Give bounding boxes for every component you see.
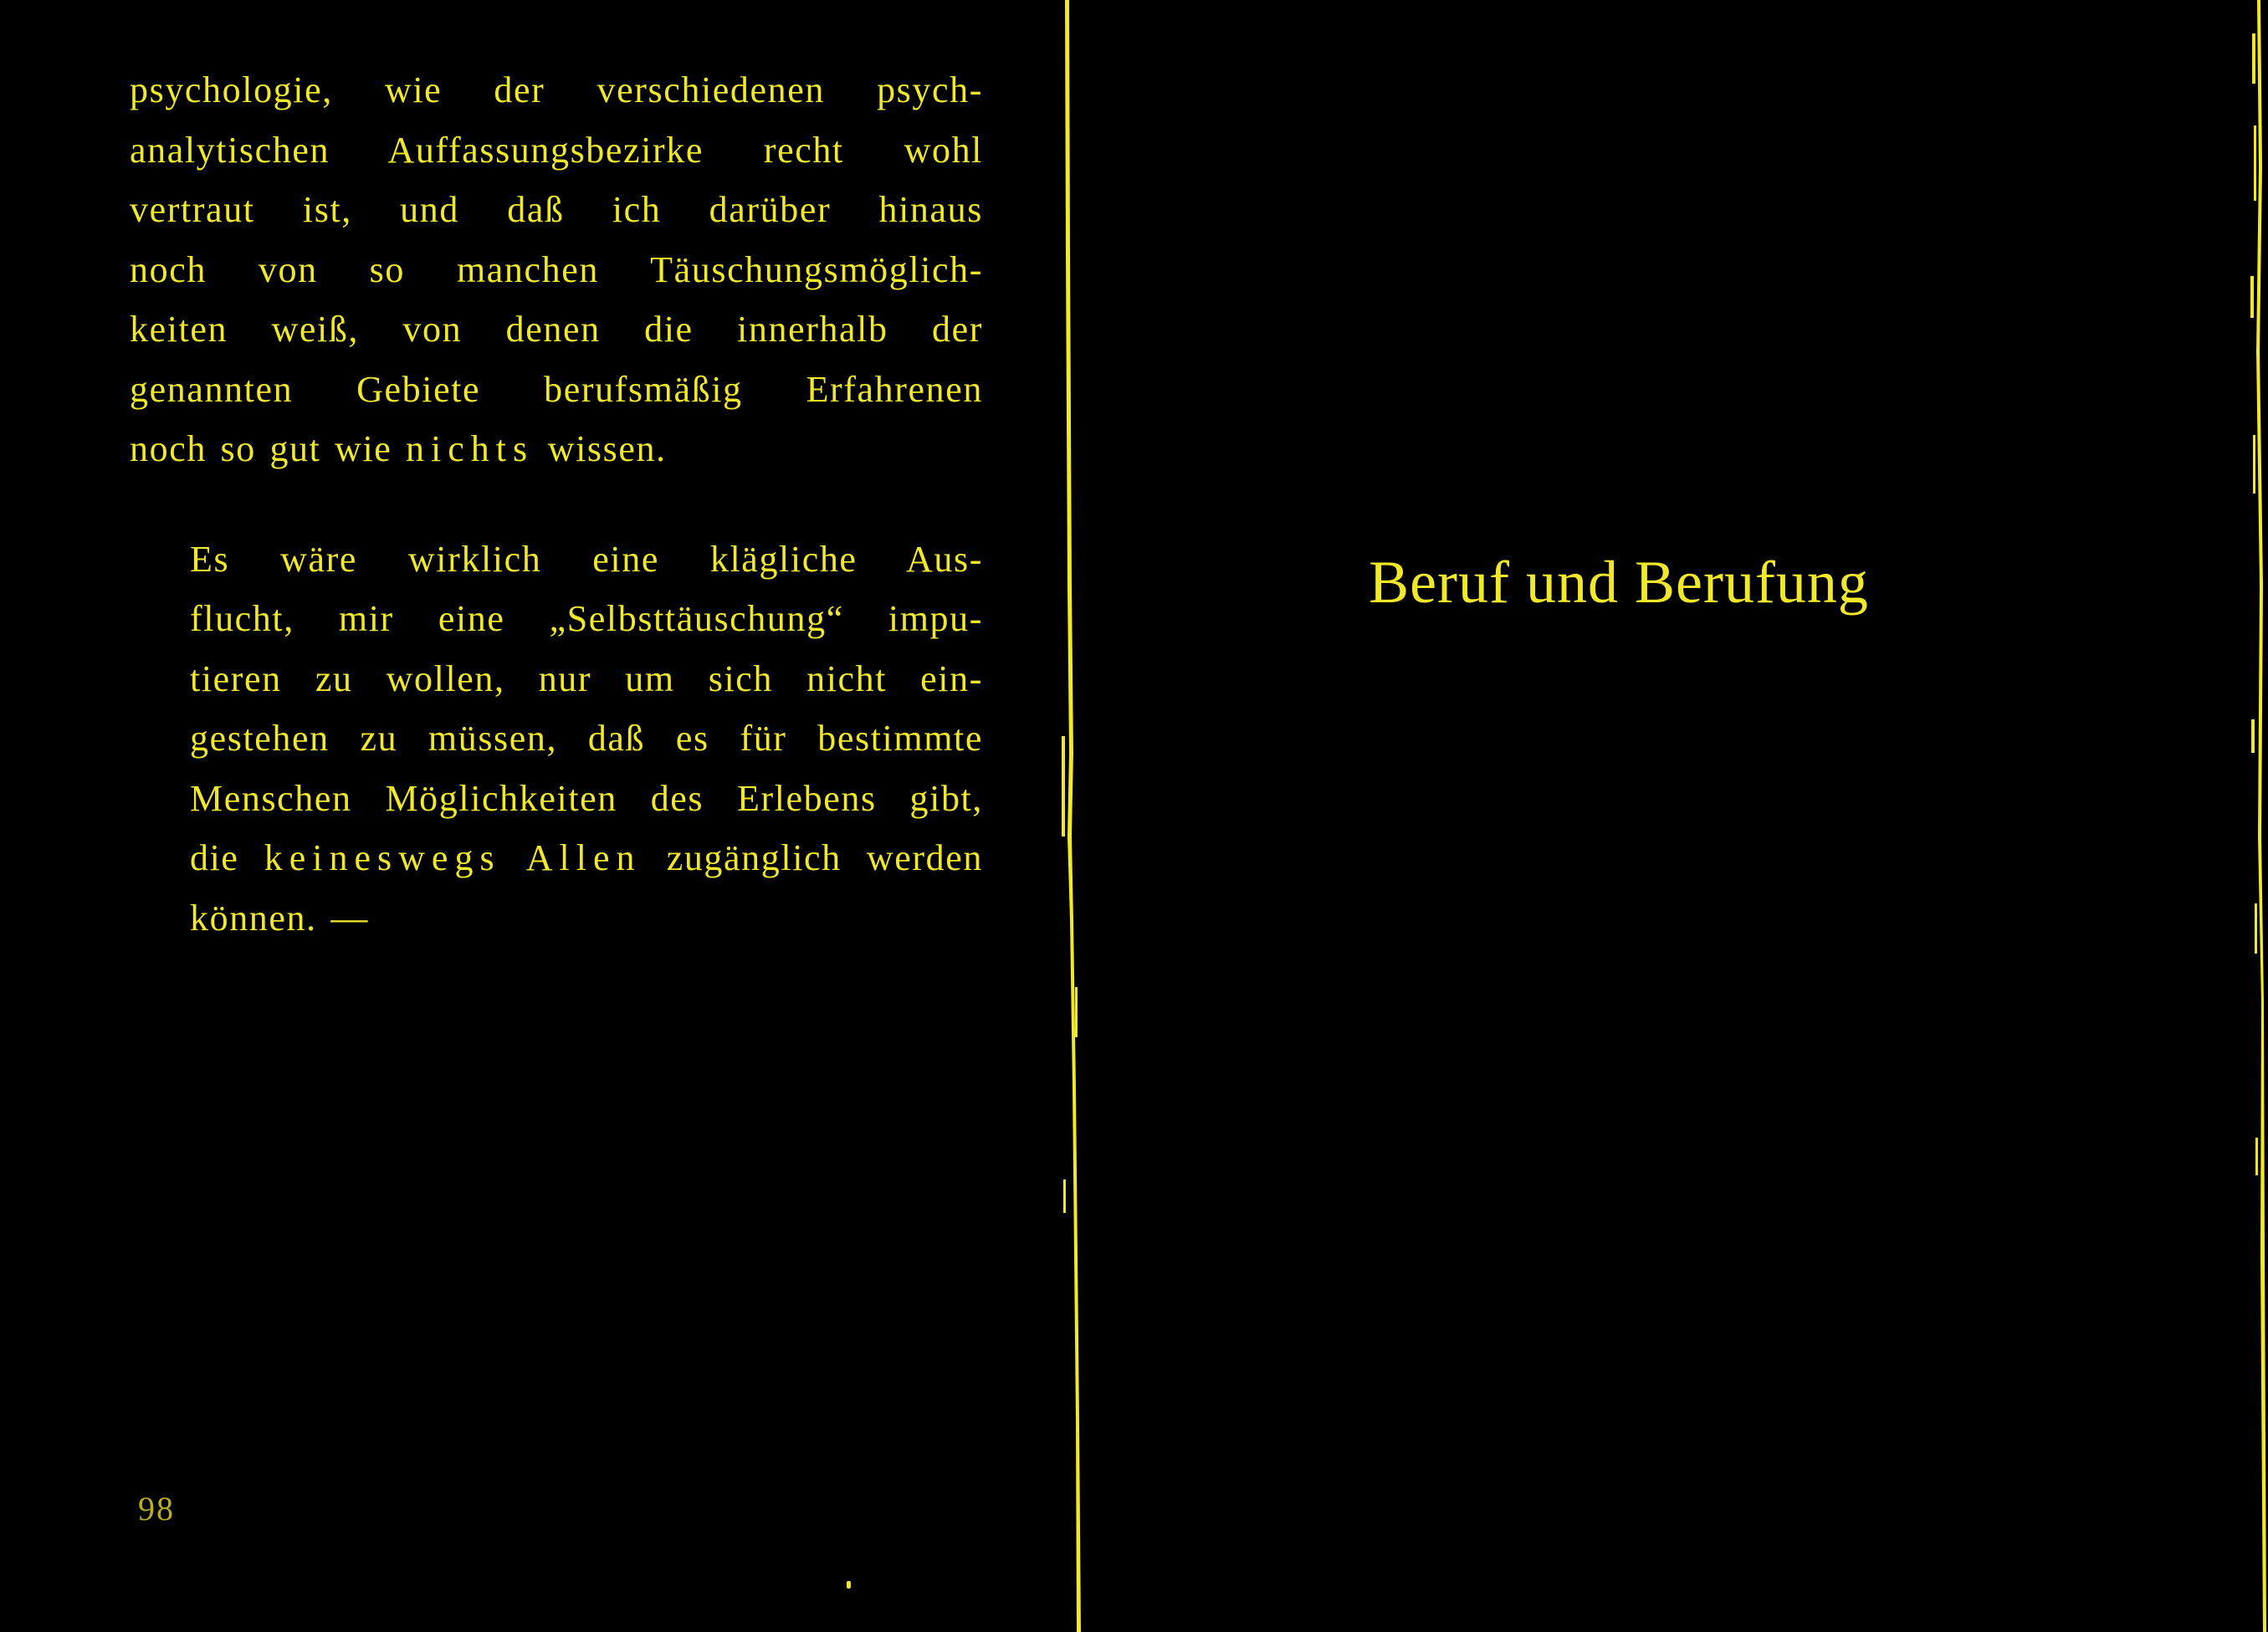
paragraph [130, 60, 983, 479]
text-run: zugänglich werden [641, 837, 984, 878]
text-line [130, 60, 983, 120]
chapter-title: Beruf und Berufung [1369, 549, 1869, 616]
ink-speck [847, 1581, 851, 1589]
text-run: tieren zu wollen, nur um sich nicht ein- [190, 657, 983, 699]
left-page [0, 0, 1062, 1632]
text-line [130, 419, 983, 479]
text-line [130, 299, 983, 360]
text-run: Menschen Möglichkeiten des Erlebens gibt, [190, 777, 983, 819]
text-run: noch von so manchen Täuschungsmöglich- [130, 248, 983, 290]
emphasized-word: Allen [525, 837, 642, 878]
text-line [130, 649, 983, 709]
text-line [130, 180, 983, 240]
text-line [130, 709, 983, 769]
emphasized-word: nichts [406, 428, 535, 469]
text-run: vertraut ist, und daß ich darüber hinaus [130, 189, 983, 230]
page-edge [2242, 0, 2268, 1632]
page-number: 98 [138, 1490, 175, 1527]
text-run: gestehen zu müssen, daß es für bestimmte [190, 718, 983, 759]
page-edge-line [2242, 0, 2268, 1632]
paragraph [130, 530, 983, 949]
text-run: analytischen Auffassungsbezirke recht wohl [130, 129, 983, 171]
body-text [130, 60, 983, 948]
text-run: keiten weiß, von denen die innerhalb der [130, 309, 983, 350]
right-page [1088, 0, 2268, 1632]
emphasized-word: keineswegs [264, 837, 501, 878]
text-line [130, 888, 983, 949]
text-run: psychologie, wie der verschiedenen psych- [130, 69, 983, 110]
text-run: die [190, 837, 264, 878]
text-line [130, 530, 983, 590]
text-line [130, 360, 983, 420]
text-run: noch so gut wie [130, 428, 407, 469]
text-line [130, 828, 983, 888]
text-line [130, 589, 983, 649]
text-run: genannten Gebiete berufsmäßig Erfahrenen [130, 368, 983, 410]
text-run [501, 837, 526, 878]
book-gutter [1061, 0, 1091, 1632]
text-line [130, 240, 983, 300]
gutter-line [1061, 0, 1091, 1632]
text-run: flucht, mir eine „Selbsttäuschung“ impu- [190, 598, 983, 639]
text-line [130, 769, 983, 829]
text-run: wissen. [534, 428, 667, 469]
text-run: können. — [190, 897, 369, 939]
text-run: Es wäre wirklich eine klägliche Aus- [190, 538, 983, 580]
text-line [130, 120, 983, 181]
